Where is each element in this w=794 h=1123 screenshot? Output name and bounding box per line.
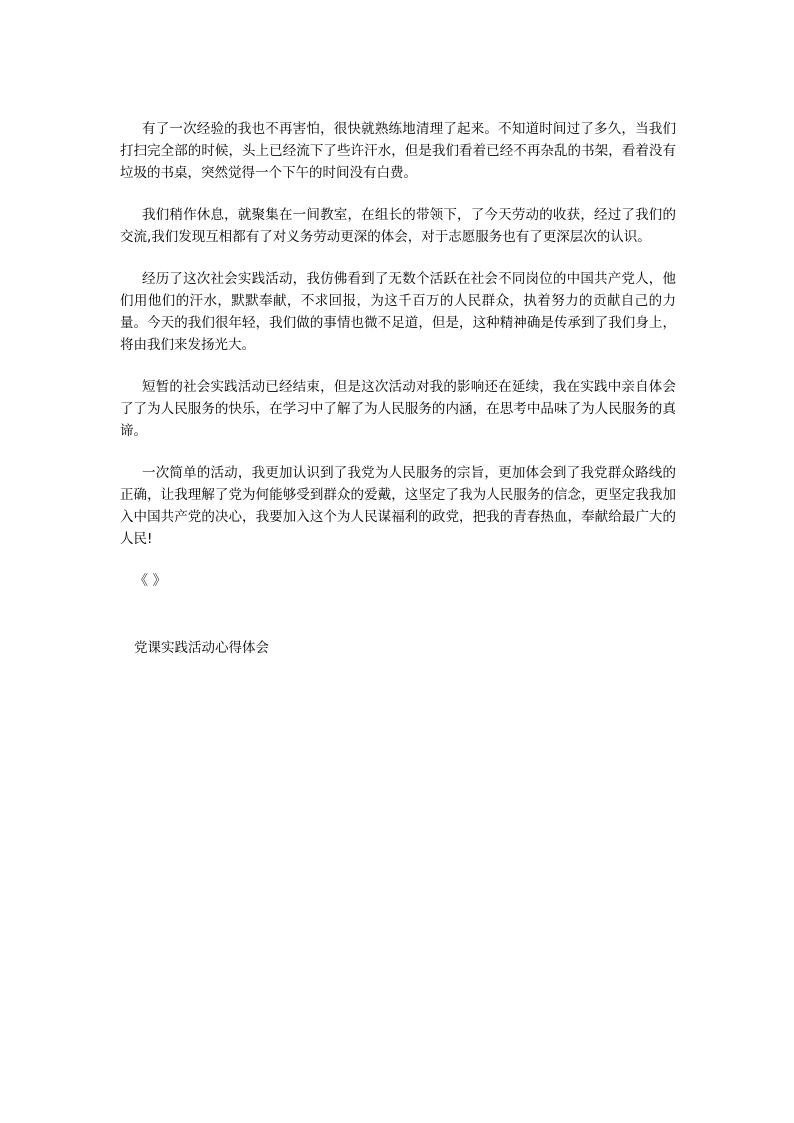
paragraph-4: 短暂的社会实践活动已经结束，但是这次活动对我的影响还在延续，我在实践中亲自体会了了为人民服务的快乐，在学习中了解了为人民服务的内涵，在思考中品味了为人民服务的真谛。 (120, 379, 676, 439)
paragraph-5: 一次简单的活动，我更加认识到了我党为人民服务的宗旨，更加体会到了我党群众路线的正确，让我理解了党为何能够受到群众的爱戴，这坚定了我为人民服务的信念，更坚定我我加入中国共产党的决心，我要加入这个为人民谋福利的政党，把我的青春热血，奉献给最广大的人民! (120, 465, 676, 547)
page-nav-marks[interactable]: 《 》 (134, 573, 167, 589)
paragraph-2: 我们稍作休息，就聚集在一间教室，在组长的带领下，了今天劳动的收获，经过了我们的交流,我们发现互相都有了对义务劳动更深的体会，对于志愿服务也有了更深层次的认识。 (120, 207, 676, 245)
paragraph-1: 有了一次经验的我也不再害怕，很快就熟练地清理了起来。不知道时间过了多久，当我们打扫完全部的时候，头上已经流下了些许汗水，但是我们看着已经不再杂乱的书架，看着没有垃圾的书桌，突然觉得一个下午的时间没有白费。 (120, 121, 676, 181)
paragraph-3: 经历了这次社会实践活动，我仿佛看到了无数个活跃在社会不同岗位的中国共产党人，他们用他们的汗水，默默奉献，不求回报，为这千百万的人民群众，执着努力的贡献自己的力量。今天的我们很年轻，我们做的事情也微不足道，但是，这种精神确是传承到了我们身上，将由我们来发扬光大。 (120, 271, 676, 353)
document-body (120, 118, 676, 592)
document-title: 党课实践活动心得体会 (134, 640, 269, 656)
